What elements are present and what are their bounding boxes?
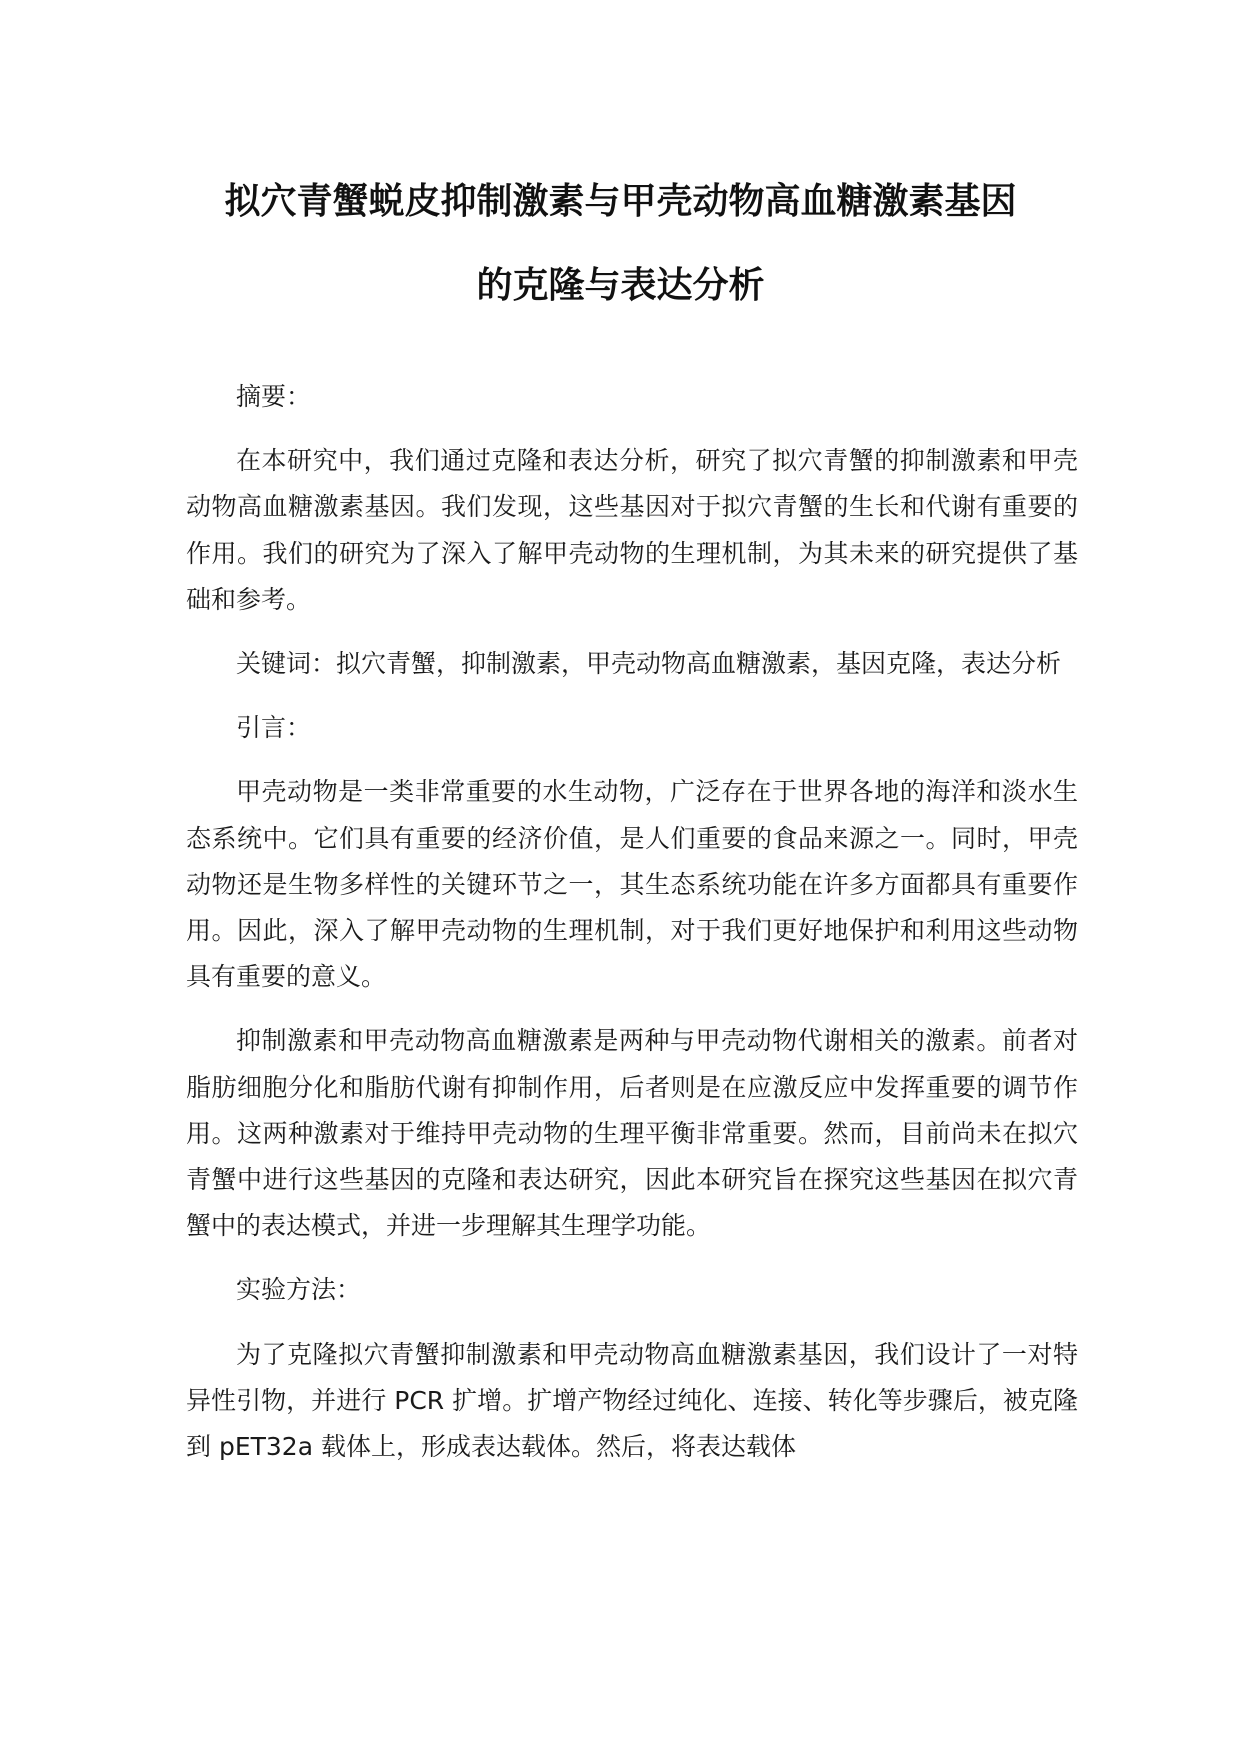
- introduction-heading: 引言：: [236, 713, 312, 743]
- document-body: [186, 374, 1078, 1488]
- keywords-paragraph: 关键词：拟穴青蟹，抑制激素，甲壳动物高血糖激素，基因克隆，表达分析: [236, 649, 1062, 679]
- document-title-line-2: 的克隆与表达分析: [476, 265, 765, 306]
- methods-heading: 实验方法：: [236, 1275, 362, 1305]
- methods-paragraph-1: 为了克隆拟穴青蟹抑制激素和甲壳动物高血糖激素基因，我们设计了一对特异性引物，并进行 PCR 扩增。扩增产物经过纯化、连接、转化等步骤后，被克隆到 pET32a 载体上，形成表达载体。然后，将表达载体: [186, 1339, 1078, 1462]
- abstract-paragraph: 在本研究中，我们通过克隆和表达分析，研究了拟穴青蟹的抑制激素和甲壳动物高血糖激素基因。我们发现，这些基因对于拟穴青蟹的生长和代谢有重要的作用。我们的研究为了深入了解甲壳动物的生理机制，为其未来的研究提供了基础和参考。: [186, 446, 1078, 614]
- abstract-heading: 摘要：: [236, 382, 312, 411]
- introduction-paragraph-1: 甲壳动物是一类非常重要的水生动物，广泛存在于世界各地的海洋和淡水生态系统中。它们具有重要的经济价值，是人们重要的食品来源之一。同时，甲壳动物还是生物多样性的关键环节之一，其生态系统功能在许多方面都具有重要作用。因此，深入了解甲壳动物的生理机制，对于我们更好地保护和利用这些动物具有重要的意义。: [186, 777, 1078, 992]
- document-title-line-1: 拟穴青蟹蜕皮抑制激素与甲壳动物高血糖激素基因: [224, 181, 1017, 222]
- introduction-paragraph-2: 抑制激素和甲壳动物高血糖激素是两种与甲壳动物代谢相关的激素。前者对脂肪细胞分化和脂肪代谢有抑制作用，后者则是在应激反应中发挥重要的调节作用。这两种激素对于维持甲壳动物的生理平衡非常重要。然而，目前尚未在拟穴青蟹中进行这些基因的克隆和表达研究，因此本研究旨在探究这些基因在拟穴青蟹中的表达模式，并进一步理解其生理学功能。: [186, 1026, 1078, 1241]
